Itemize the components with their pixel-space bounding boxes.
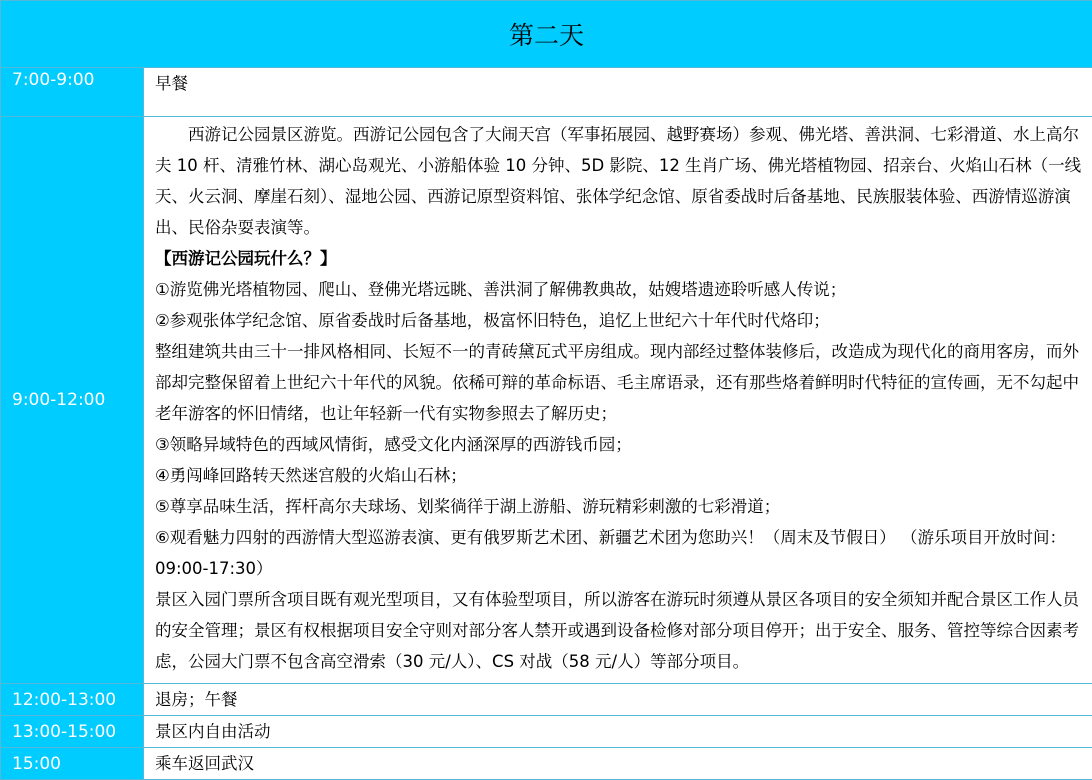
notice-paragraph: 景区入园门票所含项目既有观光型项目，又有体验型项目，所以游客在游玩时须遵从景区各项目的安全须知并配合景区工作人员的安全管理；景区有权根据项目安全守则对部分客人禁开或遇到设备检修对部分项目停开；出于安全、服务、管控等综合因素考虑，公园大门票不包含高空滑索（30 元/人）、CS 对战（58 元/人）等部分项目。 [155,584,1086,677]
schedule-row [1,684,1092,716]
activity-cell: 退房；午餐 [144,684,1092,716]
activity-cell [144,117,1092,684]
description-paragraph: 整组建筑共由三十一排风格相同、长短不一的青砖黛瓦式平房组成。现内部经过整体装修后，改造成为现代化的商用客房，而外部却完整保留着上世纪六十年代的风貌。依稀可辩的革命标语、毛主席语录，还有那些烙着鲜明时代特征的宣传画，无不勾起中老年游客的怀旧情绪，也让年轻新一代有实物参照去了解历史； [155,336,1086,429]
schedule-row [1,68,1092,117]
list-item: ①游览佛光塔植物园、爬山、登佛光塔远眺、善洪洞了解佛教典故，姑嫂塔遗迹聆听感人传说； [155,274,1086,305]
list-item: ③领略异域特色的西域风情街，感受文化内涵深厚的西游钱币园； [155,429,1086,460]
time-cell: 15:00 [1,748,144,780]
page-title: 第二天 [1,1,1092,68]
schedule-row [1,716,1092,748]
activity-cell: 早餐 [144,68,1092,117]
section-heading: 【西游记公园玩什么？】 [155,243,1086,274]
list-item: ⑤尊享品味生活，挥杆高尔夫球场、划桨徜徉于湖上游船、游玩精彩刺激的七彩滑道； [155,491,1086,522]
list-item: ⑥观看魅力四射的西游情大型巡游表演、更有俄罗斯艺术团、新疆艺术团为您助兴！（周末及节假日） （游乐项目开放时间：09:00-17:30） [155,522,1086,584]
activity-cell: 景区内自由活动 [144,716,1092,748]
time-cell: 13:00-15:00 [1,716,144,748]
time-cell: 9:00-12:00 [1,117,144,684]
activity-cell: 乘车返回武汉 [144,748,1092,780]
schedule-row [1,117,1092,684]
intro-paragraph: 西游记公园景区游览。西游记公园包含了大闹天宫（军事拓展园、越野赛场）参观、佛光塔、善洪洞、七彩滑道、水上高尔夫 10 杆、清雅竹林、湖心岛观光、小游船体验 10 分钟、5D 影院、12 生肖广场、佛光塔植物园、招亲台、火焰山石林（一线天、火云洞、摩崖石刻）、湿地公园、西游记原型资料馆、张体学纪念馆、原省委战时后备基地、民族服装体验、西游情巡游演出、民俗杂耍表演等。 [155,119,1086,243]
list-item: ④勇闯峰回路转天然迷宫般的火焰山石林； [155,460,1086,491]
list-item: ②参观张体学纪念馆、原省委战时后备基地，极富怀旧特色，追忆上世纪六十年代时代烙印； [155,305,1086,336]
time-cell: 7:00-9:00 [1,68,144,117]
title-row [1,1,1092,68]
time-cell: 12:00-13:00 [1,684,144,716]
